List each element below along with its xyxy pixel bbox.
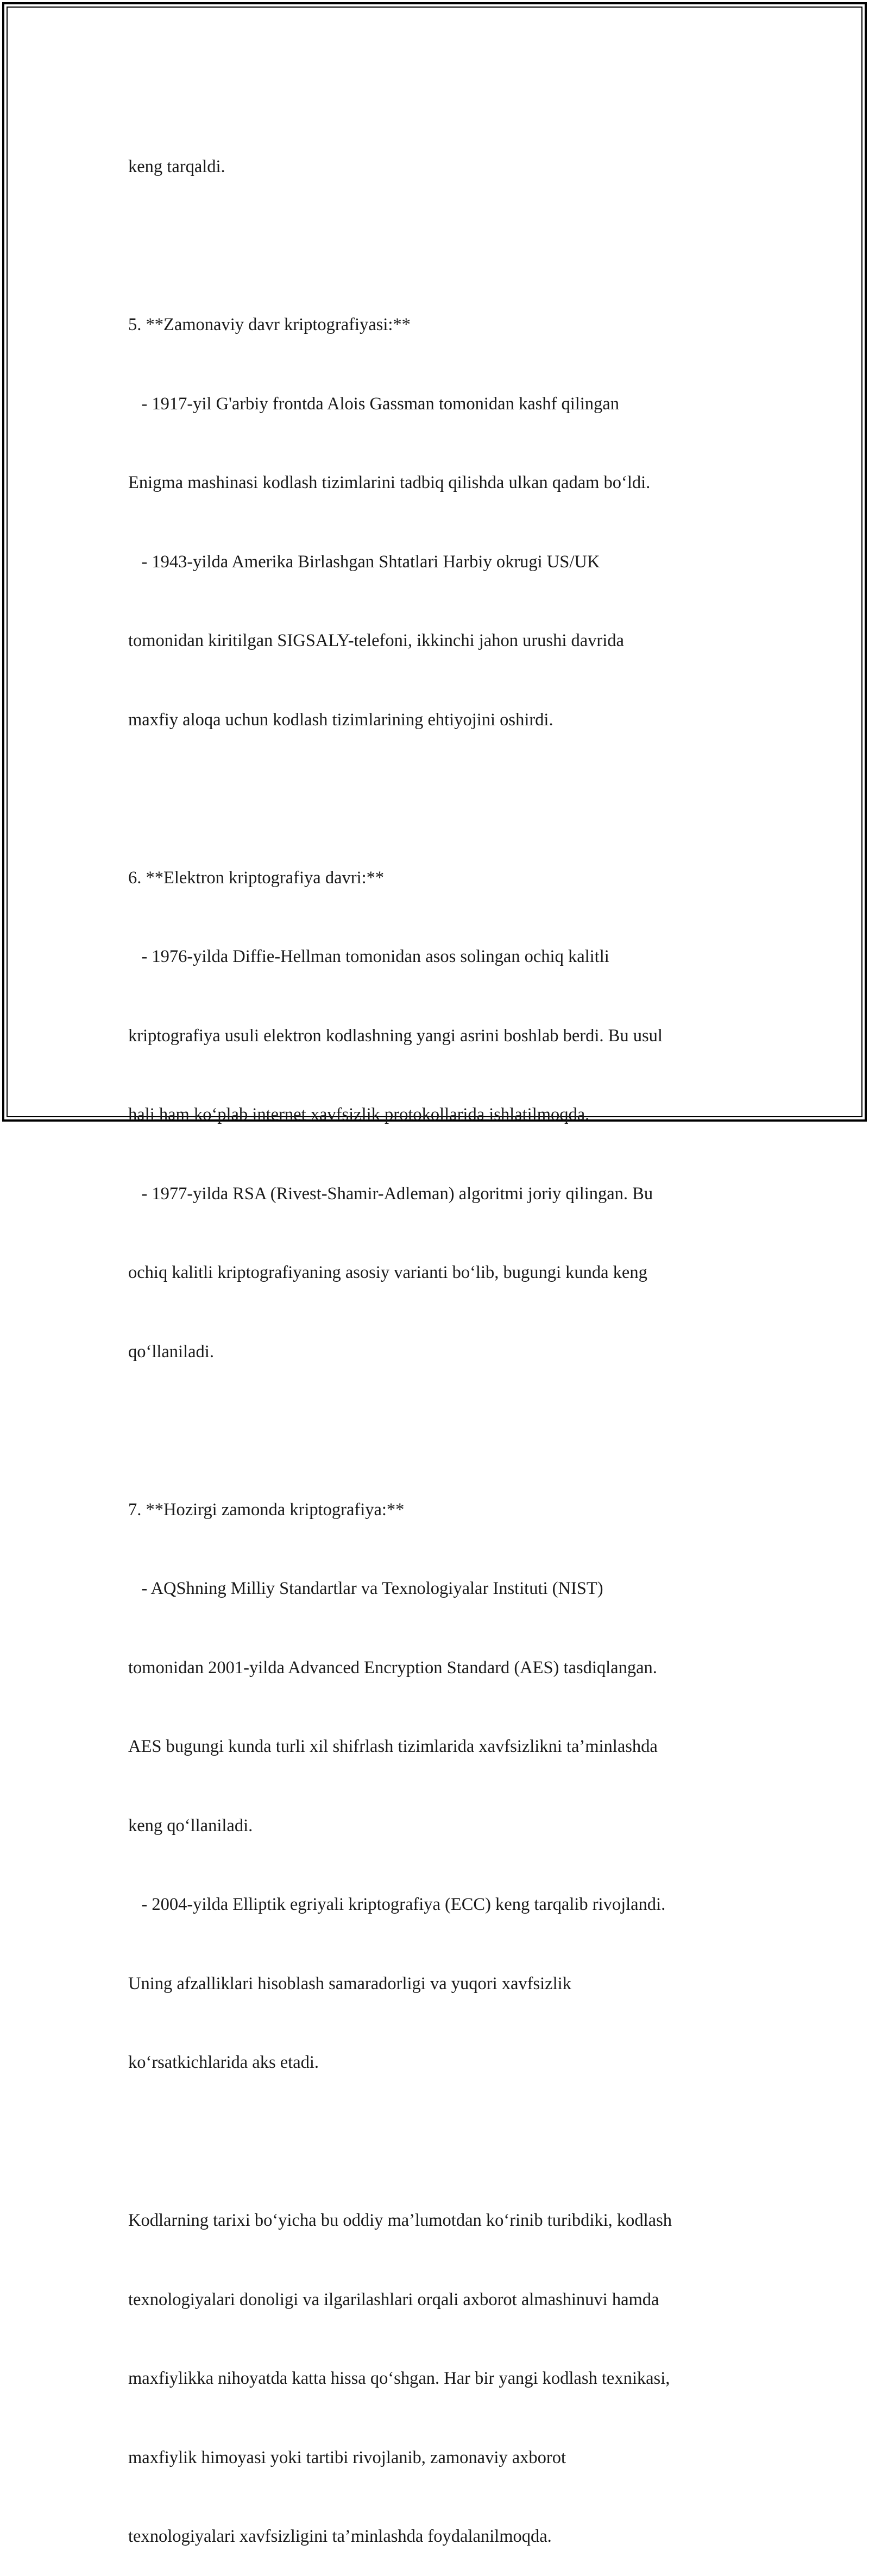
text-line: Uning afzalliklari hisoblash samaradorligi va yuqori xavfsizlik: [128, 1973, 571, 1993]
text-line: Enigma mashinasi kodlash tizimlarini tadbiq qilishda ulkan qadam bo‘ldi.: [128, 473, 651, 492]
section-heading-5: 5. **Zamonaviy davr kriptografiyasi:**: [128, 315, 411, 334]
section-heading-6: 6. **Elektron kriptografiya davri:**: [128, 868, 385, 888]
text-line: kriptografiya usuli elektron kodlashning yangi asrini boshlab berdi. Bu usul: [128, 1026, 663, 1046]
blank-line: [128, 1417, 780, 1444]
blank-line: [128, 233, 780, 260]
text-line: hali ham ko‘plab internet xavfsizlik protokollarida ishlatilmoqda.: [128, 1105, 590, 1124]
text-line: AES bugungi kunda turli xil shifrlash tizimlarida xavfsizlikni ta’minlashda: [128, 1737, 658, 1756]
conclusion-line: Kodlarning tarixi bo‘yicha bu oddiy ma’lumotdan ko‘rinib turibdiki, kodlash: [128, 2211, 672, 2230]
text-line: keng tarqaldi.: [128, 157, 225, 176]
text-line: ochiq kalitli kriptografiyaning asosiy varianti bo‘lib, bugungi kunda keng: [128, 1263, 647, 1282]
section-heading-7: 7. **Hozirgi zamonda kriptografiya:**: [128, 1499, 405, 1520]
text-line: - 2004-yilda Elliptik egriyali kriptografiya (ECC) keng tarqalib rivojlandi.: [128, 1895, 666, 1914]
blank-line: [128, 2129, 780, 2155]
text-line: tomonidan kiritilgan SIGSALY-telefoni, ikkinchi jahon urushi davrida: [128, 631, 624, 650]
conclusion-line: texnologiyalari xavfsizligini ta’minlashda foydalanilmoqda.: [128, 2527, 552, 2546]
text-line: - 1917-yil G'arbiy frontda Alois Gassman tomonidan kashf qilingan: [128, 394, 619, 414]
document-body: [128, 101, 780, 2576]
text-line: maxfiy aloqa uchun kodlash tizimlarining ehtiyojini oshirdi.: [128, 710, 553, 730]
text-line: keng qo‘llaniladi.: [128, 1815, 253, 1836]
text-line: tomonidan 2001-yilda Advanced Encryption Standard (AES) tasdiqlangan.: [128, 1657, 657, 1678]
text-line: ko‘rsatkichlarida aks etadi.: [128, 2053, 319, 2072]
conclusion-line: texnologiyalari donoligi va ilgarilashlari orqali axborot almashinuvi hamda: [128, 2289, 659, 2309]
text-line: - AQShning Milliy Standartlar va Texnologiyalar Instituti (NIST): [128, 1579, 603, 1598]
text-line: - 1976-yilda Diffie-Hellman tomonidan asos solingan ochiq kalitli: [128, 947, 609, 966]
conclusion-line: maxfiylik himoyasi yoki tartibi rivojlanib, zamonaviy axborot: [128, 2447, 566, 2467]
text-line: - 1943-yilda Amerika Birlashgan Shtatlari Harbiy okrugi US/UK: [128, 552, 600, 572]
text-line: - 1977-yilda RSA (Rivest-Shamir-Adleman) algoritmi joriy qilingan. Bu: [128, 1183, 653, 1204]
text-line: qo‘llaniladi.: [128, 1341, 214, 1362]
blank-line: [128, 786, 780, 812]
conclusion-line: maxfiylikka nihoyatda katta hissa qo‘shgan. Har bir yangi kodlash texnikasi,: [128, 2369, 670, 2388]
